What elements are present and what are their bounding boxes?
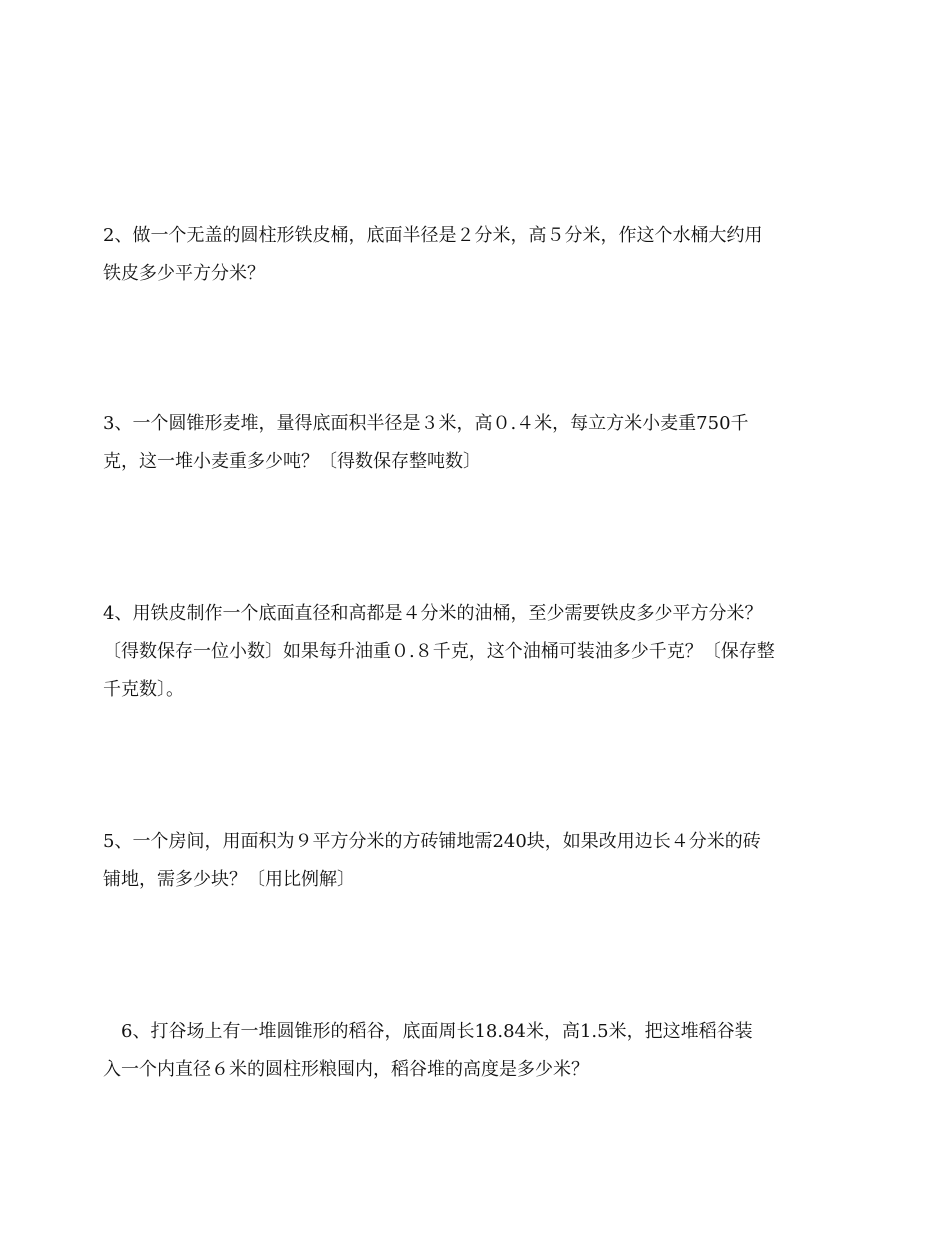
problem-5 (103, 823, 848, 899)
problem-5-line-2: 铺地，需多少块？〔用比例解〕 (103, 869, 355, 890)
problem-6 (103, 1013, 848, 1089)
problem-3-line-1: 3、一个圆锥形麦堆，量得底面积半径是３米，高０.４米，每立方米小麦重750千 (103, 413, 749, 434)
problem-4-line-2: 〔得数保存一位小数〕如果每升油重０.８千克，这个油桶可装油多少千克？〔保存整 (103, 641, 775, 662)
problem-3-line-2: 克，这一堆小麦重多少吨？〔得数保存整吨数〕 (103, 451, 481, 472)
problem-2 (103, 217, 848, 293)
problem-4 (103, 595, 848, 709)
problem-2-line-1: 2、做一个无盖的圆柱形铁皮桶，底面半径是２分米，高５分米，作这个水桶大约用 (103, 225, 763, 246)
problem-6-line-2: 入一个内直径６米的圆柱形粮囤内，稻谷堆的高度是多少米？ (103, 1059, 589, 1080)
problem-2-line-2: 铁皮多少平方分米？ (103, 263, 265, 284)
problem-4-line-3: 千克数〕。 (103, 679, 184, 700)
problem-5-line-1: 5、一个房间，用面积为９平方分米的方砖铺地需240块，如果改用边长４分米的砖 (103, 831, 761, 852)
problem-6-line-1: 6、打谷场上有一堆圆锥形的稻谷，底面周长18.84米，高1.5米，把这堆稻谷装 (121, 1021, 753, 1042)
problem-3 (103, 405, 848, 481)
problem-4-line-1: 4、用铁皮制作一个底面直径和高都是４分米的油桶，至少需要铁皮多少平方分米？ (103, 603, 763, 624)
